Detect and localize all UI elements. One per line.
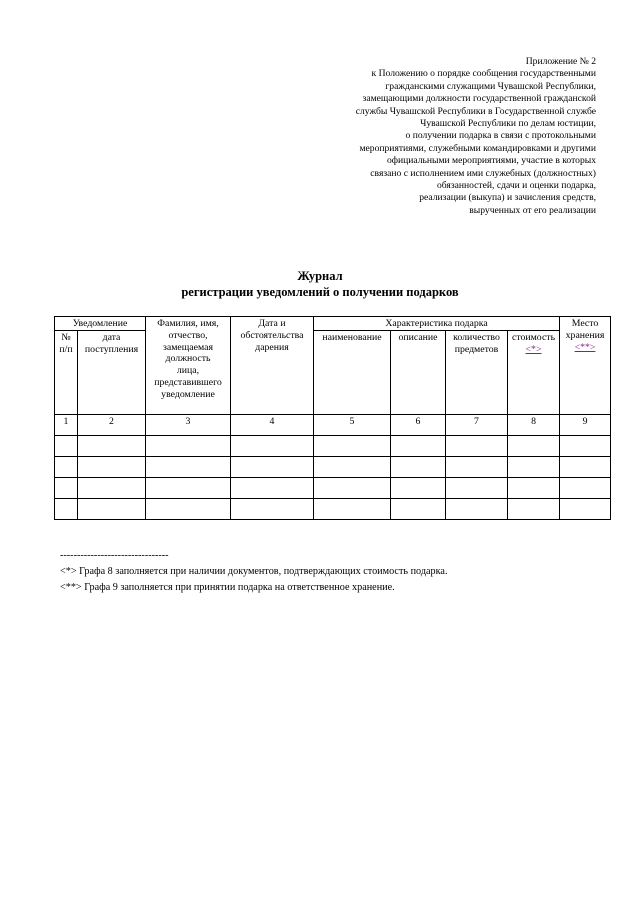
header-name: наименование (314, 330, 391, 414)
column-number: 5 (314, 414, 391, 435)
column-number: 6 (391, 414, 446, 435)
header-cost: стоимость <*> (508, 330, 560, 414)
footnote-1: <*> Графа 8 заполняется при наличии документов, подтверждающих стоимость подарка. (60, 566, 448, 577)
appendix-line: официальными мероприятиями, участие в которых (386, 155, 596, 167)
header-date: Дата и обстоятельства дарения (231, 317, 314, 415)
footnotes-block (60, 548, 448, 596)
appendix-line: реализации (выкупа) и зачисления средств, (419, 192, 596, 204)
table-row (55, 456, 611, 477)
column-number: 3 (146, 414, 231, 435)
footnote-2: <**> Графа 9 заполняется при принятии подарка на ответственное хранение. (60, 582, 395, 593)
header-description: описание (391, 330, 446, 414)
table-row (55, 477, 611, 498)
appendix-line: обязанностей, сдачи и оценки подарка, (436, 180, 596, 192)
header-place: Место хранения <**> (560, 317, 611, 415)
appendix-line: Чувашской Республики по делам юстиции, (420, 118, 596, 130)
header-quantity: количество предметов (446, 330, 508, 414)
appendix-line: службы Чувашской Республики в Государственной службе (355, 105, 596, 117)
appendix-line: мероприятиями, служебными командировками и другими (359, 142, 596, 154)
header-row-2 (55, 330, 611, 414)
title-line-1: Журнал (297, 269, 343, 283)
appendix-line: Приложение № 2 (525, 56, 596, 67)
appendix-line: вырученных от его реализации (469, 204, 596, 216)
appendix-line: к Положению о порядке сообщения государственными (371, 68, 596, 80)
header-gift: Характеристика подарка (314, 317, 560, 331)
column-numbers-row (55, 414, 611, 435)
header-row-1 (55, 317, 611, 331)
appendix-block (296, 56, 596, 217)
column-number: 7 (446, 414, 508, 435)
footnote-link-1[interactable]: <*> (525, 343, 542, 355)
appendix-line: связано с исполнением ими служебных (должностных) (370, 167, 596, 179)
column-number: 8 (508, 414, 560, 435)
column-number: 1 (55, 414, 78, 435)
column-number: 4 (231, 414, 314, 435)
appendix-line: о получении подарка в связи с протокольными (405, 130, 596, 142)
journal-table (54, 316, 611, 520)
title-line-2: регистрации уведомлений о получении подарков (181, 285, 459, 299)
header-num: № п/п (55, 330, 78, 414)
table-row (55, 498, 611, 519)
column-number: 2 (78, 414, 146, 435)
header-notification: Уведомление (55, 317, 146, 331)
header-fio: Фамилия, имя, отчество, замещаемая должность лица, представившего уведомление (146, 317, 231, 415)
appendix-line: гражданскими служащими Чувашской Республики, (385, 80, 596, 92)
footnote-link-2[interactable]: <**> (574, 341, 596, 353)
header-date-received: дата поступления (78, 330, 146, 414)
footnote-separator: -------------------------------- (60, 550, 169, 561)
appendix-line: замещающими должности государственной гражданской (362, 93, 596, 105)
document-title (0, 268, 640, 300)
table-row (55, 435, 611, 456)
column-number: 9 (560, 414, 611, 435)
